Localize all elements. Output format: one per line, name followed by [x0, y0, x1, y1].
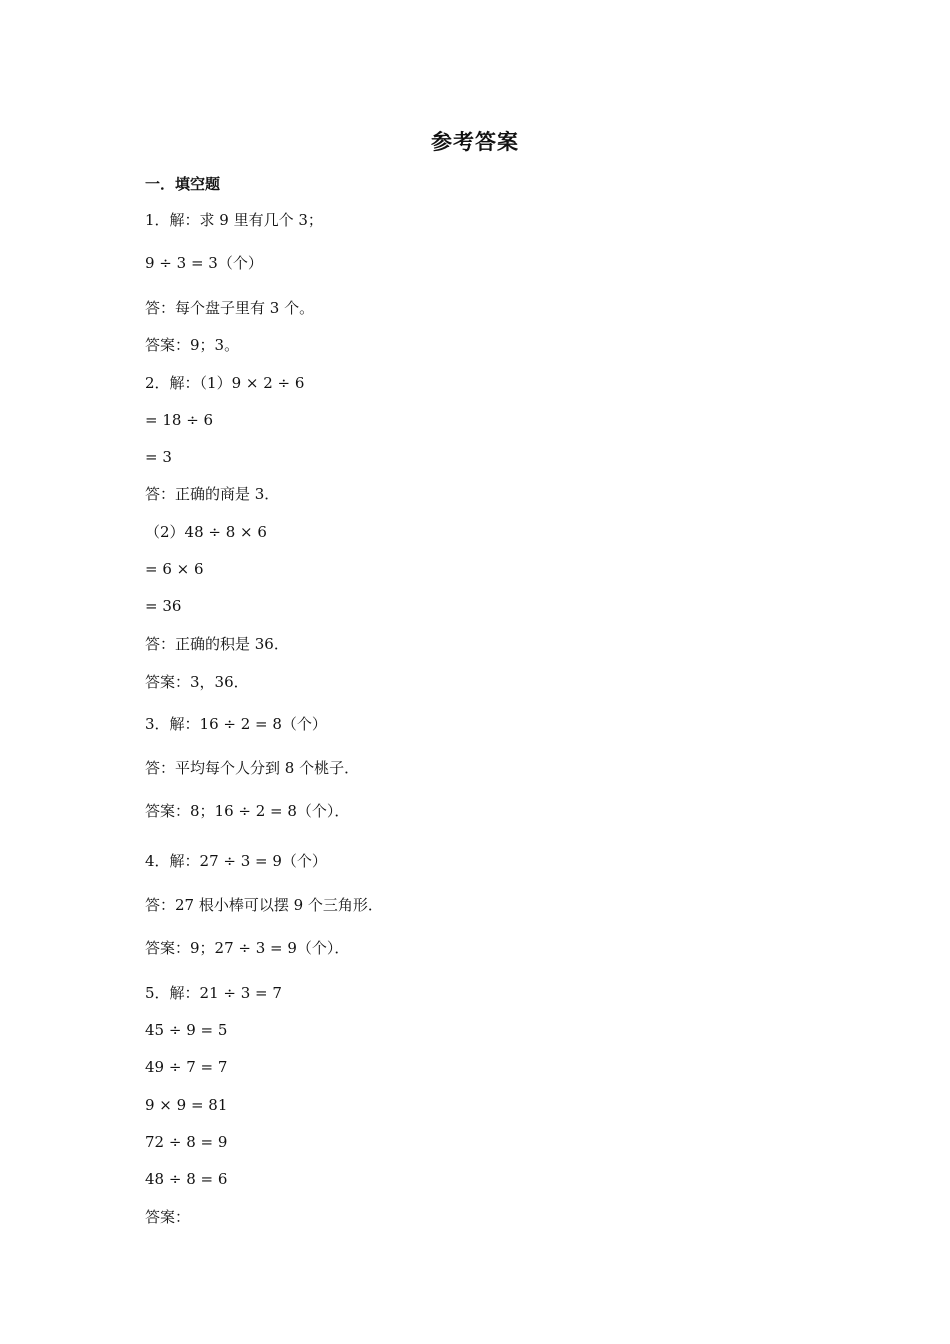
q5-solution: 5．解：21 ÷ 3 = 7: [145, 984, 282, 1002]
q4-answer-key: 答案：9；27 ÷ 3 = 9（个）．: [145, 939, 350, 957]
q3-answer-sentence: 答：平均每个人分到 8 个桃子．: [145, 759, 360, 777]
q5-eq4: 9 × 9 = 81: [145, 1096, 228, 1114]
q1-solution: 1．解：求 9 里有几个 3；: [145, 211, 323, 229]
q2-solution-part1: 2．解：（1）9 × 2 ÷ 6: [145, 374, 305, 392]
q5-eq6: 48 ÷ 8 = 6: [145, 1170, 228, 1188]
q5-eq3: 49 ÷ 7 = 7: [145, 1058, 228, 1076]
q4-answer-sentence: 答：27 根小棒可以摆 9 个三角形．: [145, 896, 383, 914]
q3-solution: 3．解：16 ÷ 2 = 8（个）: [145, 715, 327, 733]
q1-equation: 9 ÷ 3 = 3（个）: [145, 254, 263, 272]
page-title: 参考答案: [431, 130, 519, 154]
q5-eq2: 45 ÷ 9 = 5: [145, 1021, 228, 1039]
q3-answer-key: 答案：8；16 ÷ 2 = 8（个）．: [145, 802, 350, 820]
q1-answer-key: 答案：9；3。: [145, 336, 240, 354]
section-heading: 一．填空题: [145, 175, 221, 193]
q2-step3: = 6 × 6: [145, 560, 204, 578]
q2-step2: = 3: [145, 448, 172, 466]
q1-answer-sentence: 答：每个盘子里有 3 个。: [145, 299, 315, 317]
q2-step4: = 36: [145, 597, 182, 615]
q2-step1: = 18 ÷ 6: [145, 411, 214, 429]
q5-answer-key: 答案：: [145, 1208, 191, 1226]
q2-answer-sentence-2: 答：正确的积是 36．: [145, 635, 289, 653]
q2-answer-key: 答案：3，36．: [145, 673, 249, 691]
q2-answer-sentence-1: 答：正确的商是 3．: [145, 485, 280, 503]
q5-eq5: 72 ÷ 8 = 9: [145, 1133, 228, 1151]
q4-solution: 4．解：27 ÷ 3 = 9（个）: [145, 852, 327, 870]
q2-solution-part2: （2）48 ÷ 8 × 6: [145, 523, 267, 541]
